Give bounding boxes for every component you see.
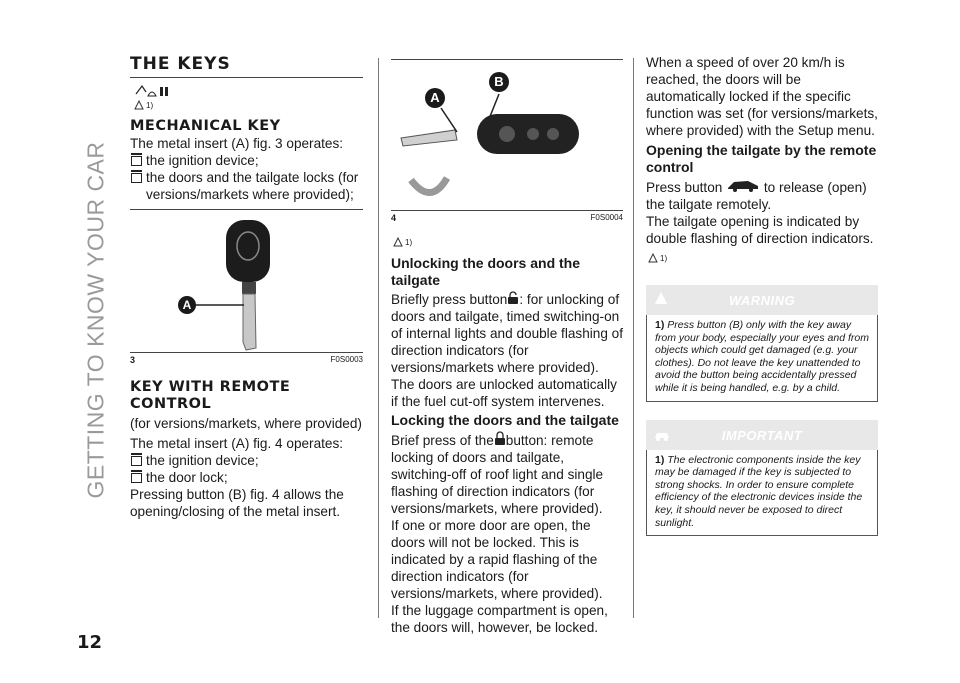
note-reference xyxy=(648,251,878,265)
tailgate-button-icon xyxy=(726,178,760,192)
locking-text: Brief press of the button: remote locking of doors and tailgate, switching-off of roof light and single flashing of direction indicators (for versions/markets, where provided). xyxy=(391,433,604,516)
figure-bottom-rule xyxy=(391,210,623,211)
tailgate-text: Press button to release (open) the tailgate remotely. xyxy=(646,180,867,212)
warning-text: Press button (B) only with the key away from your body, especially your eyes and from objects which could get damaged (e.g. your clothes). Do not leave the key unattended to avoid the button being accidentally pressed while it is being handled, e.g. by a child. xyxy=(655,319,869,394)
note-ref-label: 1) xyxy=(405,237,413,247)
figure-code: F0S0004 xyxy=(590,213,623,222)
bullet-icon xyxy=(131,156,142,166)
important-body xyxy=(646,450,878,537)
section-heading-the-keys: THE KEYS xyxy=(130,54,231,74)
figure-code: F0S0003 xyxy=(330,355,363,364)
locking-heading: Locking the doors and the tailgate xyxy=(391,412,619,428)
unlocking-text: Briefly press button : for unlocking of doors and tailgate, timed switching-on of internal lights and double flashing of direction indicators (for versions/markets where provided). xyxy=(391,292,624,375)
remote-key-text-2: Pressing button (B) fig. 4 allows the opening/closing of the metal insert. xyxy=(130,487,344,519)
warning-box xyxy=(646,285,878,402)
remote-key-heading: KEY WITH REMOTE CONTROL xyxy=(130,379,291,412)
page-number: 12 xyxy=(77,632,103,653)
column-2 xyxy=(391,56,623,636)
mechanical-key-illustration xyxy=(130,210,363,352)
callout-a: A xyxy=(425,88,445,108)
note-ref-label: 1) xyxy=(660,253,668,263)
mechanical-key-heading: MECHANICAL KEY xyxy=(130,118,281,134)
speed-lock-text: When a speed of over 20 km/h is reached, the doors will be automatically locked if the specific function was set (for versions/markets, where provided) with the Setup menu. xyxy=(646,55,878,138)
mechanical-key-text: The metal insert (A) fig. 3 operates: xyxy=(130,136,344,151)
bullet-icon xyxy=(131,173,142,183)
note-icon xyxy=(648,253,658,263)
bullet-icon xyxy=(131,456,142,466)
note-ref-label: 1) xyxy=(146,100,154,110)
important-title: IMPORTANT xyxy=(721,427,803,443)
warning-body xyxy=(646,315,878,402)
tailgate-heading: Opening the tailgate by the remote control xyxy=(646,142,877,175)
unlocking-text-2: The doors are unlocked automatically if the fuel cut-off system intervenes. xyxy=(391,377,617,409)
side-chapter-title: GETTING TO KNOW YOUR CAR xyxy=(82,141,109,499)
figure-3-caption xyxy=(130,355,363,365)
figure-number: 3 xyxy=(130,355,136,365)
figure-4 xyxy=(391,60,623,210)
note-reference xyxy=(134,98,363,112)
warning-header xyxy=(646,285,878,315)
important-number: 1) xyxy=(655,453,665,466)
note-reference xyxy=(393,235,623,249)
list-item: the door lock; xyxy=(130,469,363,486)
heading-rule xyxy=(130,77,363,78)
important-header xyxy=(646,420,878,450)
important-box xyxy=(646,420,878,537)
important-text: The electronic components inside the key may be damaged if the key is subjected to strong shocks. In order to ensure complete efficiency of the electronic devices inside the key, it should never be exposed to direct sunlight. xyxy=(655,453,863,529)
safety-icons xyxy=(134,84,363,98)
column-divider xyxy=(633,58,634,618)
figure-bottom-rule xyxy=(130,352,363,353)
column-3 xyxy=(646,54,878,536)
warning-number: 1) xyxy=(655,319,665,331)
callout-a: A xyxy=(178,296,196,314)
callout-b: B xyxy=(489,72,509,92)
warning-title: WARNING xyxy=(728,293,796,308)
column-divider xyxy=(378,58,379,618)
note-icon xyxy=(134,100,144,110)
tailgate-text-2: The tailgate opening is indicated by double flashing of direction indicators. xyxy=(646,214,874,246)
list-item: the doors and the tailgate locks (for versions/markets where provided); xyxy=(130,169,363,203)
bullet-icon xyxy=(131,473,142,483)
remote-key-text: The metal insert (A) fig. 4 operates: xyxy=(130,436,344,451)
figure-3 xyxy=(130,210,363,352)
list-item: the ignition device; xyxy=(130,152,363,169)
lock-button-icon xyxy=(494,431,506,445)
column-1 xyxy=(130,54,363,520)
figure-number: 4 xyxy=(391,213,397,223)
remote-key-sub: (for versions/markets, where provided) xyxy=(130,416,362,431)
list-item: the ignition device; xyxy=(130,452,363,469)
locking-text-2: If one or more door are open, the doors will not be locked. This is indicated by a rapid flashing of the direction indicators (for versions/markets, where provided). xyxy=(391,518,603,601)
unlock-button-icon xyxy=(507,291,519,304)
recycling-icon xyxy=(134,84,174,98)
note-icon xyxy=(393,237,403,247)
locking-text-3: If the luggage compartment is open, the doors will, however, be locked. xyxy=(391,603,608,635)
unlocking-heading: Unlocking the doors and the tailgate xyxy=(391,255,581,288)
figure-4-caption xyxy=(391,213,623,223)
